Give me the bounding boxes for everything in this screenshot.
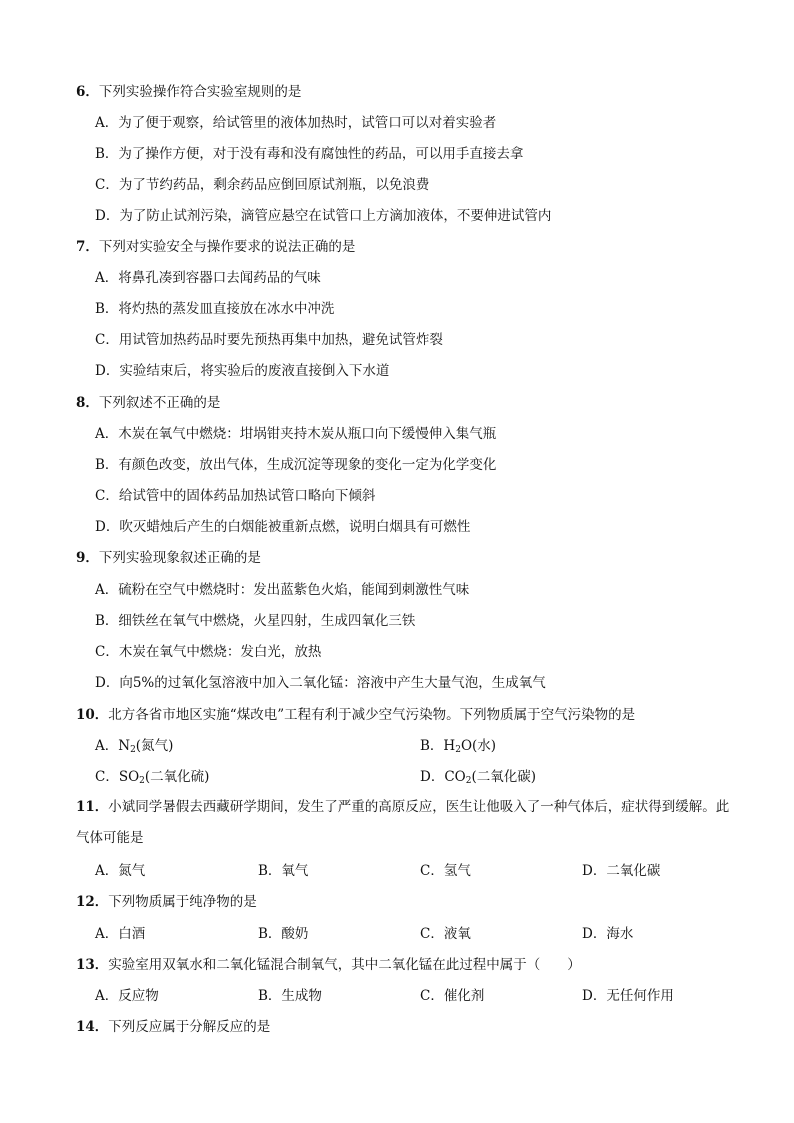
option-c: C．给试管中的固体药品加热试管口略向下倾斜	[95, 488, 376, 504]
option-b: B．氧气	[258, 863, 309, 879]
option-d: D．向5%的过氧化氢溶液中加入二氧化锰：溶液中产生大量气泡，生成氧气	[95, 675, 546, 691]
option-b: B．酸奶	[258, 926, 309, 942]
option-d: D．实验结束后，将实验后的废液直接倒入下水道	[95, 363, 390, 379]
question-stem: 下列叙述不正确的是	[98, 395, 221, 411]
question-11	[76, 792, 736, 854]
option-a: A．硫粉在空气中燃烧时：发出蓝紫色火焰，能闻到刺激性气味	[95, 582, 470, 598]
option-c: C．用试管加热药品时要先预热再集中加热，避免试管炸裂	[95, 332, 443, 348]
question-number: 10．	[76, 707, 109, 723]
option-b: B．将灼热的蒸发皿直接放在冰水中冲洗	[95, 301, 335, 317]
option-d: D．为了防止试剂污染，滴管应悬空在试管口上方滴加液体，不要伸进试管内	[95, 208, 552, 224]
option-d: D．$CO_2$(二氧化碳)	[420, 769, 537, 786]
question-stem: 实验室用双氧水和二氧化锰混合制氧气，其中二氧化锰在此过程中属于（ ）	[108, 957, 581, 973]
option-b: B．细铁丝在氧气中燃烧，火星四射，生成四氧化三铁	[95, 613, 416, 629]
option-a: A．将鼻孔凑到容器口去闻药品的气味	[95, 270, 321, 286]
question-7	[76, 238, 355, 256]
option-d: D．海水	[582, 926, 634, 942]
question-number: 12．	[76, 894, 109, 910]
question-14	[76, 1018, 270, 1036]
option-a: A．$N_2$(氮气)	[95, 738, 174, 755]
option-c: C．催化剂	[420, 988, 485, 1004]
question-stem: 下列实验现象叙述正确的是	[98, 550, 261, 566]
option-b: B．生成物	[258, 988, 322, 1004]
option-b: B．有颜色改变，放出气体，生成沉淀等现象的变化一定为化学变化	[95, 457, 497, 473]
option-c: C．$SO_2$(二氧化硫)	[95, 769, 210, 786]
question-number: 6．	[76, 84, 99, 100]
option-a: A．白酒	[95, 926, 146, 942]
question-9	[76, 549, 261, 567]
option-a: A．木炭在氧气中燃烧：坩埚钳夹持木炭从瓶口向下缓慢伸入集气瓶	[95, 426, 497, 442]
option-b: B．$H_2O$(水)	[420, 738, 497, 755]
option-a: A．氮气	[95, 863, 146, 879]
question-stem: 下列物质属于纯净物的是	[108, 894, 257, 910]
question-6	[76, 83, 301, 101]
question-number: 11．	[76, 799, 109, 815]
question-stem: 下列反应属于分解反应的是	[108, 1019, 271, 1035]
question-number: 14．	[76, 1019, 109, 1035]
question-stem: 北方各省市地区实施“煤改电”工程有利于减少空气污染物。下列物质属于空气污染物的是	[108, 707, 636, 723]
option-d: D．二氧化碳	[582, 863, 661, 879]
question-12	[76, 893, 257, 911]
option-b: B．为了操作方便，对于没有毒和没有腐蚀性的药品，可以用手直接去拿	[95, 146, 524, 162]
question-stem: 小斌同学暑假去西藏研学期间，发生了严重的高原反应，医生让他吸入了一种气体后，症状得到缓解。此气体可能是	[76, 799, 730, 846]
option-d: D．无任何作用	[582, 988, 674, 1004]
question-number: 13．	[76, 957, 109, 973]
question-number: 7．	[76, 239, 99, 255]
question-10	[76, 706, 635, 724]
option-a: A．反应物	[95, 988, 159, 1004]
question-number: 8．	[76, 395, 99, 411]
question-stem: 下列对实验安全与操作要求的说法正确的是	[98, 239, 356, 255]
question-13	[76, 956, 581, 974]
option-c: C．木炭在氧气中燃烧：发白光，放热	[95, 644, 322, 660]
option-c: C．为了节约药品，剩余药品应倒回原试剂瓶，以免浪费	[95, 177, 430, 193]
question-number: 9．	[76, 550, 99, 566]
option-c: C．氢气	[420, 863, 471, 879]
question-8	[76, 394, 220, 412]
option-c: C．液氧	[420, 926, 471, 942]
question-stem: 下列实验操作符合实验室规则的是	[98, 84, 302, 100]
option-d: D．吹灭蜡烛后产生的白烟能被重新点燃，说明白烟具有可燃性	[95, 519, 471, 535]
option-a: A．为了便于观察，给试管里的液体加热时，试管口可以对着实验者	[95, 115, 497, 131]
